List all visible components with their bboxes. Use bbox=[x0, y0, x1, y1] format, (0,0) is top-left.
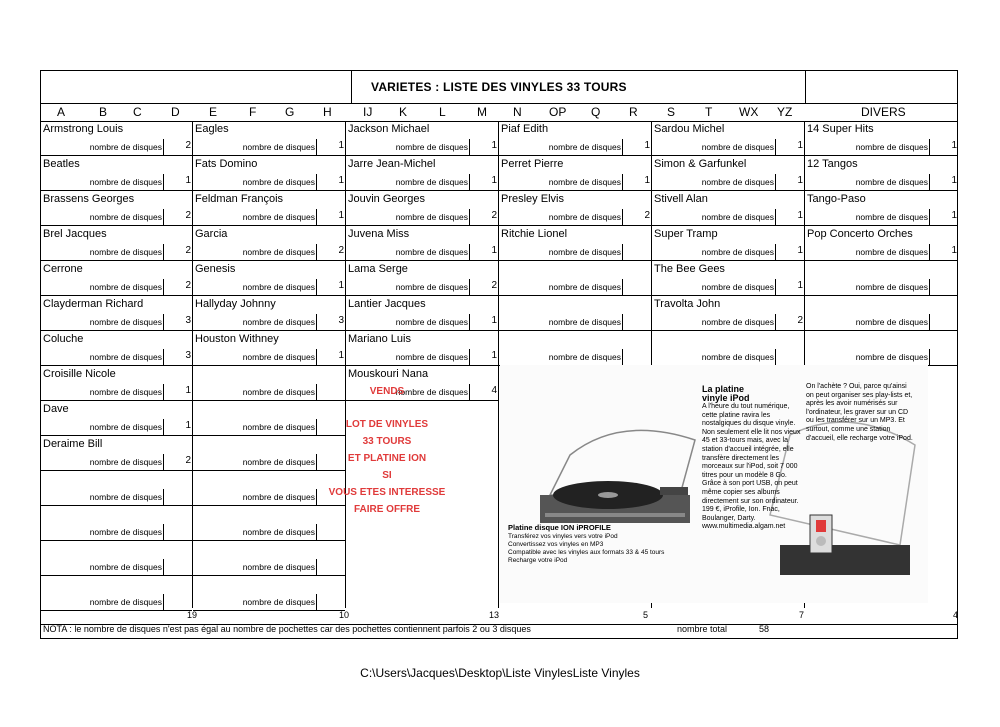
clipping-bullet: Transférez vos vinyles vers votre iPod bbox=[508, 533, 618, 540]
disc-count: 1 bbox=[797, 175, 803, 186]
artist-name: Clayderman Richard bbox=[43, 298, 144, 310]
disc-count-label: nombre de disques bbox=[89, 247, 162, 257]
disc-count-label: nombre de disques bbox=[855, 177, 928, 187]
artist-cell bbox=[805, 331, 958, 366]
clipping-bullets bbox=[508, 533, 664, 565]
disc-count: 3 bbox=[185, 315, 191, 326]
artist-cell bbox=[805, 121, 958, 156]
count-separator bbox=[163, 349, 164, 365]
disc-count-label: nombre de disques bbox=[242, 352, 315, 362]
artist-name: Houston Withney bbox=[195, 333, 279, 345]
artist-cell bbox=[346, 191, 498, 226]
disc-count: 2 bbox=[491, 280, 497, 291]
disc-count-label: nombre de disques bbox=[89, 282, 162, 292]
clipping-text-left: A l'heure du tout numérique, cette platine ravira les nostalgiques du disque vinyle. Non seulement elle lit nos vieux 45 et 33-tours mais, avec la station d'accueil intégrée, elle transfère directement les morceaux sur l'iPod, soit 7 000 titres pour un modèle 8 Go. Grâce à son port USB, on peut même copier ses albums directement sur son ordinateur. 199 €, iProfile, Ion. Fnac, Boulanger, Darty. www.multimedia.algam.net bbox=[702, 403, 801, 531]
disc-count: 3 bbox=[185, 350, 191, 361]
count-separator bbox=[469, 209, 470, 225]
count-separator bbox=[163, 489, 164, 505]
count-separator bbox=[163, 139, 164, 155]
column-total: 13 bbox=[489, 610, 500, 620]
artist-cell bbox=[41, 296, 192, 331]
artist-name: Cerrone bbox=[43, 263, 83, 275]
clipping-text-right: On l'achète ? Oui, parce qu'ainsi on peut organiser ses play-lists et, après les avoir numérisés sur l'ordinateur, les graver sur un CD ou les transférer sur un MP3. Et surtout, comme une station d'accueil, elle recharge votre iPod. bbox=[806, 383, 913, 442]
disc-count-label: nombre de disques bbox=[395, 317, 468, 327]
artist-cell bbox=[41, 191, 192, 226]
artist-cell bbox=[193, 261, 345, 296]
disc-count-label: nombre de disques bbox=[701, 177, 774, 187]
disc-count-label: nombre de disques bbox=[89, 387, 162, 397]
disc-count-label: nombre de disques bbox=[242, 212, 315, 222]
disc-count-label: nombre de disques bbox=[395, 142, 468, 152]
disc-count-label: nombre de disques bbox=[548, 177, 621, 187]
artist-name: Ritchie Lionel bbox=[501, 228, 568, 240]
artist-name: The Bee Gees bbox=[654, 263, 725, 275]
artist-name: Stivell Alan bbox=[654, 193, 708, 205]
artist-cell bbox=[193, 576, 345, 611]
artist-cell bbox=[652, 226, 804, 261]
artist-name: Hallyday Johnny bbox=[195, 298, 276, 310]
count-separator bbox=[622, 279, 623, 295]
artist-name: Presley Elvis bbox=[501, 193, 564, 205]
disc-count: 1 bbox=[491, 350, 497, 361]
disc-count-label: nombre de disques bbox=[242, 282, 315, 292]
count-separator bbox=[163, 279, 164, 295]
artist-cell bbox=[193, 541, 345, 576]
column-letter: B bbox=[99, 105, 108, 119]
artist-name: Pop Concerto Orches bbox=[807, 228, 913, 240]
disc-count-label: nombre de disques bbox=[548, 212, 621, 222]
title-row bbox=[41, 71, 957, 104]
disc-count: 1 bbox=[338, 175, 344, 186]
disc-count-label: nombre de disques bbox=[395, 247, 468, 257]
artist-cell bbox=[346, 261, 498, 296]
artist-cell bbox=[41, 261, 192, 296]
column-letter: L bbox=[439, 105, 446, 119]
count-separator bbox=[929, 209, 930, 225]
disc-count-label: nombre de disques bbox=[395, 212, 468, 222]
count-separator bbox=[469, 314, 470, 330]
disc-count-label: nombre de disques bbox=[701, 282, 774, 292]
count-separator bbox=[929, 139, 930, 155]
count-separator bbox=[163, 384, 164, 400]
count-separator bbox=[622, 174, 623, 190]
artist-name: Fats Domino bbox=[195, 158, 258, 170]
sale-line-7: FAIRE OFFRE bbox=[353, 504, 421, 515]
sale-line-2: LOT DE VINYLES bbox=[345, 419, 429, 430]
disc-count: 1 bbox=[797, 140, 803, 151]
column-letter: D bbox=[171, 105, 180, 119]
disc-count: 2 bbox=[185, 280, 191, 291]
artist-cell bbox=[193, 191, 345, 226]
column-total: 4 bbox=[953, 610, 959, 620]
count-separator bbox=[469, 174, 470, 190]
artist-cell bbox=[805, 156, 958, 191]
disc-count-label: nombre de disques bbox=[89, 527, 162, 537]
disc-count-label: nombre de disques bbox=[395, 282, 468, 292]
count-separator bbox=[775, 244, 776, 260]
disc-count-label: nombre de disques bbox=[548, 352, 621, 362]
disc-count: 1 bbox=[338, 140, 344, 151]
count-separator bbox=[163, 314, 164, 330]
column-letter: T bbox=[705, 105, 713, 119]
artist-cell bbox=[805, 296, 958, 331]
artist-name: Croisille Nicole bbox=[43, 368, 116, 380]
column-total: 7 bbox=[799, 610, 805, 620]
column-letter: Q bbox=[591, 105, 601, 119]
disc-count: 1 bbox=[797, 280, 803, 291]
artist-cell bbox=[499, 121, 651, 156]
artist-cell bbox=[499, 191, 651, 226]
disc-count-label: nombre de disques bbox=[89, 597, 162, 607]
count-separator bbox=[316, 209, 317, 225]
count-separator bbox=[929, 279, 930, 295]
artist-name: Simon & Garfunkel bbox=[654, 158, 747, 170]
column-letter: M bbox=[477, 105, 487, 119]
disc-count: 1 bbox=[951, 210, 957, 221]
count-separator bbox=[316, 174, 317, 190]
disc-count: 1 bbox=[338, 210, 344, 221]
disc-count: 2 bbox=[644, 210, 650, 221]
disc-count: 2 bbox=[797, 315, 803, 326]
artist-cell bbox=[805, 226, 958, 261]
artist-cell bbox=[652, 156, 804, 191]
magazine-clipping bbox=[500, 365, 928, 603]
artist-cell bbox=[193, 331, 345, 366]
disc-count-label: nombre de disques bbox=[855, 352, 928, 362]
column-letter: S bbox=[667, 105, 676, 119]
column-letter: OP bbox=[549, 105, 567, 119]
artist-cell bbox=[346, 226, 498, 261]
count-separator bbox=[469, 244, 470, 260]
artist-cell bbox=[652, 121, 804, 156]
disc-count-label: nombre de disques bbox=[242, 527, 315, 537]
artist-name: Garcia bbox=[195, 228, 228, 240]
artist-cell bbox=[346, 331, 498, 366]
count-separator bbox=[163, 454, 164, 470]
count-separator bbox=[316, 279, 317, 295]
total-value: 58 bbox=[759, 624, 770, 634]
disc-count-label: nombre de disques bbox=[855, 247, 928, 257]
clipping-bullet: Convertissez vos vinyles en MP3 bbox=[508, 541, 604, 548]
column-letter: G bbox=[285, 105, 295, 119]
disc-count-label: nombre de disques bbox=[89, 457, 162, 467]
disc-count-label: nombre de disques bbox=[242, 142, 315, 152]
artist-cell bbox=[499, 296, 651, 331]
artist-cell bbox=[499, 261, 651, 296]
count-separator bbox=[163, 209, 164, 225]
sale-line-3: 33 TOURS bbox=[362, 436, 412, 447]
artist-cell bbox=[652, 331, 804, 366]
artist-name: Dave bbox=[43, 403, 69, 415]
sale-line-6: VOUS ETES INTERESSE bbox=[328, 487, 446, 498]
count-separator bbox=[163, 244, 164, 260]
disc-count-label: nombre de disques bbox=[242, 247, 315, 257]
disc-count: 1 bbox=[644, 175, 650, 186]
artist-name: Lantier Jacques bbox=[348, 298, 426, 310]
artist-name: Feldman François bbox=[195, 193, 284, 205]
disc-count-label: nombre de disques bbox=[395, 177, 468, 187]
clipping-bullet: Recharge votre iPod bbox=[508, 557, 568, 564]
disc-count-label: nombre de disques bbox=[701, 247, 774, 257]
count-separator bbox=[469, 384, 470, 400]
artist-name: Brel Jacques bbox=[43, 228, 107, 240]
disc-count-label: nombre de disques bbox=[89, 142, 162, 152]
count-separator bbox=[163, 174, 164, 190]
column-letter: IJ bbox=[363, 105, 373, 119]
disc-count-label: nombre de disques bbox=[395, 387, 468, 397]
artist-cell bbox=[805, 191, 958, 226]
artist-name: Armstrong Louis bbox=[43, 123, 124, 135]
disc-count: 2 bbox=[491, 210, 497, 221]
artist-name: Jackson Michael bbox=[348, 123, 430, 135]
sale-line-5: SI bbox=[382, 470, 392, 481]
artist-cell bbox=[41, 576, 192, 611]
artist-name: 12 Tangos bbox=[807, 158, 858, 170]
disc-count-label: nombre de disques bbox=[89, 212, 162, 222]
count-separator bbox=[622, 139, 623, 155]
disc-count-label: nombre de disques bbox=[855, 317, 928, 327]
artist-name: Deraime Bill bbox=[43, 438, 103, 450]
count-separator bbox=[929, 174, 930, 190]
sheet-title: VARIETES : LISTE DES VINYLES 33 TOURS bbox=[371, 80, 627, 94]
disc-count-label: nombre de disques bbox=[548, 317, 621, 327]
count-separator bbox=[316, 559, 317, 575]
artist-cell bbox=[41, 436, 192, 471]
disc-count: 1 bbox=[797, 245, 803, 256]
artist-name: Travolta John bbox=[654, 298, 721, 310]
clipping-title: La platine vinyle iPod bbox=[702, 384, 750, 403]
sale-line-4: ET PLATINE ION bbox=[347, 453, 427, 464]
disc-count: 1 bbox=[951, 245, 957, 256]
disc-count: 1 bbox=[491, 245, 497, 256]
disc-count: 1 bbox=[491, 140, 497, 151]
artist-cell bbox=[41, 506, 192, 541]
disc-count-label: nombre de disques bbox=[701, 142, 774, 152]
artist-name: Tango-Paso bbox=[807, 193, 866, 205]
artist-name: Mouskouri Nana bbox=[348, 368, 429, 380]
column-letter: R bbox=[629, 105, 638, 119]
disc-count-label: nombre de disques bbox=[701, 212, 774, 222]
artist-cell bbox=[41, 401, 192, 436]
artist-cell bbox=[346, 121, 498, 156]
artist-name: Piaf Edith bbox=[501, 123, 549, 135]
disc-count-label: nombre de disques bbox=[242, 597, 315, 607]
disc-count-label: nombre de disques bbox=[89, 317, 162, 327]
note-text: NOTA : le nombre de disques n'est pas égal au nombre de pochettes car des pochettes contiennent parfois 2 ou 3 disques bbox=[43, 624, 531, 634]
total-label: nombre total bbox=[677, 624, 728, 634]
count-separator bbox=[316, 349, 317, 365]
disc-count-label: nombre de disques bbox=[89, 352, 162, 362]
disc-count-label: nombre de disques bbox=[855, 282, 928, 292]
column-letter: K bbox=[399, 105, 408, 119]
artist-cell bbox=[499, 156, 651, 191]
disc-count-label: nombre de disques bbox=[242, 562, 315, 572]
count-separator bbox=[622, 244, 623, 260]
column-letter: E bbox=[209, 105, 218, 119]
disc-count: 1 bbox=[797, 210, 803, 221]
artist-cell bbox=[41, 471, 192, 506]
count-separator bbox=[316, 524, 317, 540]
disc-count-label: nombre de disques bbox=[242, 422, 315, 432]
sale-notice bbox=[312, 383, 462, 518]
disc-count: 1 bbox=[491, 315, 497, 326]
column-letter: N bbox=[513, 105, 522, 119]
disc-count-label: nombre de disques bbox=[242, 457, 315, 467]
count-separator bbox=[775, 174, 776, 190]
disc-count: 1 bbox=[185, 420, 191, 431]
disc-count-label: nombre de disques bbox=[242, 387, 315, 397]
artist-column bbox=[346, 121, 499, 608]
artist-cell bbox=[499, 331, 651, 366]
file-path-footer: C:\Users\Jacques\Desktop\Liste VinylesListe Vinyles bbox=[360, 666, 640, 680]
artist-cell bbox=[193, 121, 345, 156]
artist-cell bbox=[41, 366, 192, 401]
column-letter: A bbox=[57, 105, 66, 119]
artist-cell bbox=[346, 156, 498, 191]
artist-cell bbox=[193, 156, 345, 191]
artist-name: Super Tramp bbox=[654, 228, 718, 240]
artist-name: Juvena Miss bbox=[348, 228, 410, 240]
artist-cell bbox=[41, 121, 192, 156]
count-separator bbox=[775, 349, 776, 365]
totals-row bbox=[41, 608, 957, 625]
sale-line-1: VENDS bbox=[369, 386, 405, 397]
disc-count: 1 bbox=[338, 350, 344, 361]
artist-cell bbox=[41, 541, 192, 576]
artist-name: Beatles bbox=[43, 158, 80, 170]
artist-name: Lama Serge bbox=[348, 263, 408, 275]
disc-count: 2 bbox=[185, 140, 191, 151]
count-separator bbox=[775, 139, 776, 155]
disc-count: 1 bbox=[338, 280, 344, 291]
count-separator bbox=[316, 244, 317, 260]
artist-name: Coluche bbox=[43, 333, 84, 345]
count-separator bbox=[929, 244, 930, 260]
disc-count-label: nombre de disques bbox=[701, 352, 774, 362]
artist-cell bbox=[41, 156, 192, 191]
column-total: 19 bbox=[187, 610, 198, 620]
artist-cell bbox=[805, 261, 958, 296]
disc-count-label: nombre de disques bbox=[855, 212, 928, 222]
artist-cell bbox=[41, 226, 192, 261]
count-separator bbox=[316, 139, 317, 155]
count-separator bbox=[622, 314, 623, 330]
disc-count-label: nombre de disques bbox=[89, 562, 162, 572]
artist-cell bbox=[652, 296, 804, 331]
artist-cell bbox=[652, 261, 804, 296]
disc-count-label: nombre de disques bbox=[548, 247, 621, 257]
disc-count: 1 bbox=[491, 175, 497, 186]
disc-count: 1 bbox=[185, 175, 191, 186]
count-separator bbox=[929, 349, 930, 365]
disc-count: 3 bbox=[338, 315, 344, 326]
artist-cell bbox=[652, 191, 804, 226]
artist-name: Brassens Georges bbox=[43, 193, 135, 205]
disc-count-label: nombre de disques bbox=[89, 492, 162, 502]
artist-name: Sardou Michel bbox=[654, 123, 725, 135]
disc-count-label: nombre de disques bbox=[395, 352, 468, 362]
count-separator bbox=[469, 139, 470, 155]
column-letter: WX bbox=[739, 105, 759, 119]
count-separator bbox=[469, 279, 470, 295]
count-separator bbox=[469, 349, 470, 365]
disc-count: 2 bbox=[338, 245, 344, 256]
clipping-bullet: Compatible avec les vinyles aux formats 33 & 45 tours bbox=[508, 549, 665, 556]
count-separator bbox=[622, 209, 623, 225]
disc-count: 4 bbox=[491, 385, 497, 396]
disc-count-label: nombre de disques bbox=[701, 317, 774, 327]
disc-count: 2 bbox=[185, 455, 191, 466]
column-letter: YZ bbox=[777, 105, 793, 119]
count-separator bbox=[929, 314, 930, 330]
disc-count: 1 bbox=[185, 385, 191, 396]
column-total: 10 bbox=[339, 610, 350, 620]
disc-count: 2 bbox=[185, 210, 191, 221]
column-total: 5 bbox=[643, 610, 649, 620]
count-separator bbox=[316, 314, 317, 330]
letters-row bbox=[41, 103, 957, 122]
disc-count: 2 bbox=[185, 245, 191, 256]
artist-column bbox=[193, 121, 346, 608]
disc-count: 1 bbox=[644, 140, 650, 151]
title-divider-right bbox=[805, 71, 806, 103]
count-separator bbox=[775, 209, 776, 225]
artist-cell bbox=[41, 331, 192, 366]
disc-count: 1 bbox=[951, 175, 957, 186]
artist-name: Mariano Luis bbox=[348, 333, 411, 345]
artist-name: Jarre Jean-Michel bbox=[348, 158, 436, 170]
disc-count: 1 bbox=[951, 140, 957, 151]
count-separator bbox=[775, 279, 776, 295]
artist-cell bbox=[193, 226, 345, 261]
disc-count-label: nombre de disques bbox=[242, 492, 315, 502]
artist-name: Perret Pierre bbox=[501, 158, 564, 170]
column-letter: C bbox=[133, 105, 142, 119]
count-separator bbox=[163, 524, 164, 540]
count-separator bbox=[622, 349, 623, 365]
column-letter: DIVERS bbox=[861, 105, 906, 119]
artist-cell bbox=[193, 296, 345, 331]
clipping-product-name: Platine disque ION iPROFILE bbox=[508, 523, 611, 532]
disc-count-label: nombre de disques bbox=[242, 317, 315, 327]
artist-name: Genesis bbox=[195, 263, 236, 275]
column-letter: H bbox=[323, 105, 332, 119]
count-separator bbox=[163, 559, 164, 575]
count-separator bbox=[775, 314, 776, 330]
disc-count-label: nombre de disques bbox=[548, 142, 621, 152]
artist-name: Jouvin Georges bbox=[348, 193, 426, 205]
artist-cell bbox=[499, 226, 651, 261]
disc-count-label: nombre de disques bbox=[89, 422, 162, 432]
column-letter: F bbox=[249, 105, 257, 119]
disc-count-label: nombre de disques bbox=[855, 142, 928, 152]
artist-name: Eagles bbox=[195, 123, 229, 135]
disc-count-label: nombre de disques bbox=[89, 177, 162, 187]
title-divider-left bbox=[351, 71, 352, 103]
disc-count-label: nombre de disques bbox=[548, 282, 621, 292]
artist-cell bbox=[346, 296, 498, 331]
artist-name: 14 Super Hits bbox=[807, 123, 874, 135]
count-separator bbox=[163, 419, 164, 435]
disc-count-label: nombre de disques bbox=[242, 177, 315, 187]
artist-column bbox=[41, 121, 193, 608]
